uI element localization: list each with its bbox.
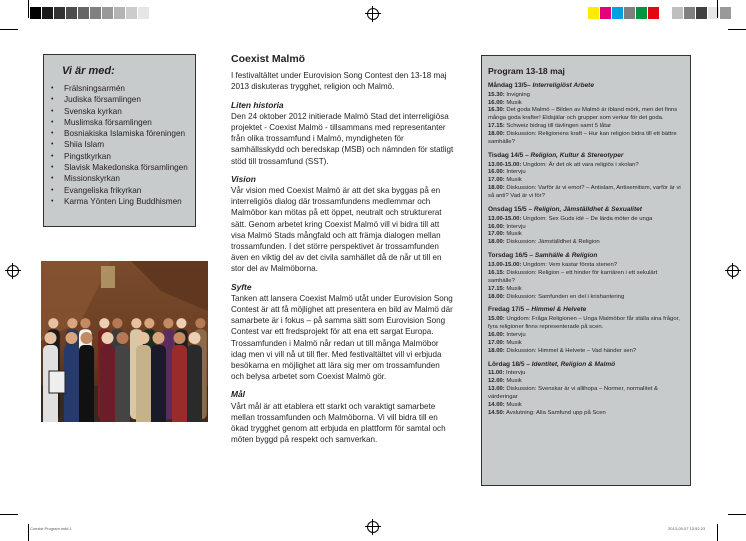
event-time: 17.00: <box>488 231 505 238</box>
event-text: Musik <box>504 285 522 292</box>
day-date: Torsdag 16/5 <box>488 252 528 260</box>
grayscale-color-bar <box>30 7 162 19</box>
member-item: • Bosniakiska Islamiska föreningen <box>64 128 195 139</box>
event-time: 16.15: <box>488 269 505 276</box>
event-time: 18.00: <box>488 131 505 138</box>
program-day <box>488 306 684 355</box>
color-swatch <box>696 7 708 19</box>
section-heading: Mål <box>231 389 245 400</box>
program-event <box>488 185 684 201</box>
event-time: 16.00: <box>488 331 505 338</box>
event-text: Invigning <box>504 91 530 98</box>
members-list <box>44 83 195 207</box>
program-event <box>488 386 684 402</box>
day-separator: – <box>523 151 531 159</box>
event-text: Musik <box>504 339 522 346</box>
color-swatch <box>138 7 150 19</box>
color-swatch <box>150 7 162 19</box>
color-swatch <box>30 7 42 19</box>
program-event <box>488 162 684 170</box>
event-time: 16.00: <box>488 99 505 106</box>
program-event <box>488 286 684 294</box>
member-item: • Svenska kyrkan <box>64 106 195 117</box>
event-time: 16.30: <box>488 107 505 114</box>
day-theme: Samhälle & Religion <box>534 252 598 260</box>
person-head <box>67 318 77 328</box>
day-separator: – <box>527 252 535 260</box>
color-swatch <box>720 7 732 19</box>
person-head <box>195 318 205 328</box>
member-item: • Judiska församlingen <box>64 94 195 105</box>
program-event <box>488 216 684 224</box>
program-day <box>488 252 684 301</box>
crop-mark <box>0 29 18 30</box>
day-theme: Religion, Kultur & Stereotyper <box>530 151 624 159</box>
event-time: 11.00: <box>488 370 505 377</box>
event-text: Diskussion: Samfunden en del i krishantering <box>504 293 625 300</box>
event-time: 18.00: <box>488 239 505 246</box>
crop-mark <box>28 524 29 541</box>
color-swatch <box>90 7 102 19</box>
event-text: Musik <box>504 378 522 385</box>
person-head <box>45 332 57 344</box>
program-event <box>488 224 684 232</box>
program-event <box>488 294 684 302</box>
section-heading: Vision <box>231 173 256 184</box>
section-text: Tanken att lansera Coexist Malmö utåt under Eurovision Song Contest är att få möjlighet att presentera en bild av Malmö där samarbete är i fokus – på samma sätt som Eurovision Song Contest var ett fredsprojekt för att ena ett sargat Europa. Trossamfunden i Malmö når redan ut till många Malmöbor idag men vi vill nå ut till fler. Med festivaltältet vill vi erbjuda besökarna en möjlighet att lära sig mer om trossamfunden och belysa arbetet som Coexist Malmö gör. <box>231 293 453 382</box>
day-theme: Religion, Jämställdhet & Sexualitet <box>533 206 642 214</box>
color-swatch <box>684 7 696 19</box>
registration-mark-left <box>7 265 19 277</box>
person-head <box>144 318 154 328</box>
person-head <box>112 318 122 328</box>
day-heading <box>488 206 684 215</box>
registration-mark-top <box>367 8 379 20</box>
event-text: Intervju <box>504 370 526 377</box>
color-swatch <box>636 7 648 19</box>
section-text: Vårt mål är att etablera ett starkt och varaktigt samarbete mellan trossamfunden och Malmöborna. Vi vill bidra till en ökad trygghet genom att erbjuda en plattform för samtal och möten byggd på respekt och samverkan. <box>231 401 446 445</box>
program-event <box>488 402 684 410</box>
event-time: 13.00: <box>488 385 505 392</box>
program-day <box>488 206 684 247</box>
event-text: Musik <box>504 231 522 238</box>
crop-mark <box>728 29 746 30</box>
program-event <box>488 348 684 356</box>
registration-mark-bottom <box>367 521 379 533</box>
program-event <box>488 107 684 123</box>
event-text: Ungdom: Sex Guds idé – De lärda möter de unga <box>521 215 653 222</box>
color-swatch <box>54 7 66 19</box>
registration-mark-right <box>727 265 739 277</box>
person-head <box>99 318 109 328</box>
color-swatch <box>102 7 114 19</box>
program-event <box>488 262 684 270</box>
event-text: Diskussion: Svenskar är vi allihopa – Normer, normalitet & värderingar <box>488 385 660 400</box>
day-theme: Identitet, Religion & Malmö <box>531 360 616 368</box>
color-swatch <box>66 7 78 19</box>
event-text: Musik <box>504 177 522 184</box>
event-text: Diskussion: Jämställdhet & Religion <box>504 239 600 246</box>
program-event <box>488 100 684 108</box>
day-separator: – <box>524 306 532 314</box>
color-swatch <box>42 7 54 19</box>
person-head <box>66 332 78 344</box>
event-time: 17.15: <box>488 285 505 292</box>
event-text: Avslutning: Alla Samfund upp på Scen <box>504 409 606 416</box>
event-text: Intervju <box>504 169 526 176</box>
day-heading <box>488 152 684 161</box>
event-text: Diskussion: Religionens kraft – Hur kan religion bidra till ett bättre samhälle? <box>488 131 679 146</box>
event-time: 18.00: <box>488 347 505 354</box>
person-body <box>187 345 202 422</box>
day-heading <box>488 306 684 315</box>
program-event <box>488 239 684 247</box>
program-event <box>488 332 684 340</box>
event-time: 17.00: <box>488 339 505 346</box>
day-date: Onsdag 15/5 <box>488 206 527 214</box>
person-head <box>189 332 201 344</box>
day-separator: – <box>527 82 533 89</box>
event-time: 13.00-15.00: <box>488 215 522 222</box>
person-body <box>64 345 79 422</box>
program-event <box>488 92 684 100</box>
person-head <box>102 332 114 344</box>
person-body <box>100 345 115 422</box>
article-column <box>231 54 455 446</box>
color-swatch <box>78 7 90 19</box>
crop-mark <box>728 514 746 515</box>
event-text: Musik <box>504 99 522 106</box>
slug-right: 2013-05-07 13:52:23 <box>668 526 706 531</box>
person-body <box>136 345 151 422</box>
day-theme: Himmel & Helvete <box>531 306 587 314</box>
color-swatch <box>600 7 612 19</box>
program-event <box>488 410 684 418</box>
color-swatch <box>126 7 138 19</box>
program-days <box>488 82 684 418</box>
event-text: Intervju <box>504 331 526 338</box>
person-head <box>138 332 150 344</box>
event-text: Diskussion: Religion – ett hinder för karriären i ett sekulärt samhälle? <box>488 269 659 284</box>
program-event <box>488 270 684 286</box>
crop-mark <box>717 0 718 18</box>
color-swatch <box>612 7 624 19</box>
program-event <box>488 370 684 378</box>
event-time: 14.00: <box>488 401 505 408</box>
section-heading: Syfte <box>231 281 252 292</box>
person-head <box>174 332 186 344</box>
article-sections <box>231 100 455 446</box>
crop-mark <box>28 0 29 18</box>
event-time: 13.00-15.00: <box>488 261 522 268</box>
event-time: 17.00: <box>488 177 505 184</box>
color-swatch <box>708 7 720 19</box>
color-swatch <box>660 7 672 19</box>
color-swatch <box>624 7 636 19</box>
event-text: Ungdom: Fråga Religionen – Unga Malmöbor får ställa sina frågor, fyra religioner finns representerade på scen. <box>488 316 682 330</box>
process-color-bar <box>588 7 732 19</box>
event-time: 16.00: <box>488 223 505 230</box>
member-item: • Pingstkyrkan <box>64 151 195 162</box>
member-item: • Frälsningsarmén <box>64 83 195 94</box>
program-event <box>488 177 684 185</box>
event-text: Det goda Malmö – Bilden av Malmö är ibland mörk, men det finns många goda krafter! Eldsjälar och grupper som verkar för det goda. <box>488 107 679 122</box>
event-time: 13.00-15.00: <box>488 161 522 168</box>
member-item: • Karma Yönten Ling Buddhismen <box>64 196 195 207</box>
program-event <box>488 316 684 332</box>
person-body <box>151 345 166 422</box>
day-date: Fredag 17/5 <box>488 306 525 314</box>
program-day <box>488 152 684 201</box>
program-event <box>488 340 684 348</box>
event-time: 15.30: <box>488 91 505 98</box>
event-text: Intervju <box>504 223 526 230</box>
person-head <box>81 332 93 344</box>
slug-left: Coexist Program.indd 1 <box>30 526 72 531</box>
person-head <box>80 318 90 328</box>
person-head <box>131 318 141 328</box>
color-swatch <box>672 7 684 19</box>
event-time: 18.00: <box>488 293 505 300</box>
crop-mark <box>717 524 718 541</box>
day-heading <box>488 252 684 261</box>
program-event <box>488 131 684 147</box>
person-head <box>117 332 129 344</box>
member-item: • Evangeliska frikyrkan <box>64 185 195 196</box>
event-time: 16.00: <box>488 169 505 176</box>
members-title: Vi är med: <box>62 65 115 77</box>
article-intro: I festivaltältet under Eurovision Song Contest den 13-18 maj 2013 diskuteras trygghet, religion och Malmö. <box>231 71 447 92</box>
article-title: Coexist Malmö <box>231 53 306 65</box>
group-photo <box>41 261 208 422</box>
program-event <box>488 169 684 177</box>
day-heading <box>488 82 684 91</box>
person-head <box>153 332 165 344</box>
person-head <box>176 318 186 328</box>
member-item: • Muslimska församlingen <box>64 117 195 128</box>
section-text: Vår vision med Coexist Malmö är att det ska byggas på en interreligiös dialog där trossamfundens medlemmar och Malmöbor kan mötas på ett öppet, neutralt och strukturerat sätt. Genom arbetet kring Coexist Malmö vill vi bidra till att visa Malmö Stads mångfald och att främja dialogen mellan trossamfunden. I det större perspektivet är trossamfunden även en viktig del av det civila samhället då de når ut till en stor del av Malmöborna. <box>231 186 442 274</box>
section-text: Den 24 oktober 2012 initierade Malmö Stad det interreligiösa projektet - Coexist Malmö - tillsammans med representanter från olika trossamfund i Malmö, myndigheten för samhällsskydd och beredskap (MSB) och nämnden för statligt stöd till trossamfund (SST). <box>231 111 454 166</box>
event-text: Schweiz bidrag till tävlingen samt 5 låtar <box>504 123 612 130</box>
event-text: Musik <box>504 401 522 408</box>
person-body <box>172 345 187 422</box>
program-box <box>481 55 691 486</box>
section-heading: Liten historia <box>231 99 284 110</box>
person-head <box>163 318 173 328</box>
program-event <box>488 378 684 386</box>
day-date: Lördag 18/5 <box>488 360 525 368</box>
program-event <box>488 231 684 239</box>
member-item: • Slavisk Makedonska församlingen <box>64 162 195 173</box>
crop-mark <box>0 514 18 515</box>
person-body <box>79 345 94 422</box>
program-title: Program 13-18 maj <box>488 66 565 76</box>
color-swatch <box>114 7 126 19</box>
person-body <box>115 345 130 422</box>
person-head <box>48 318 58 328</box>
day-date: Måndag 13/5 <box>488 82 528 89</box>
day-separator: – <box>526 206 534 214</box>
event-time: 15.00: <box>488 316 505 322</box>
day-theme: Interreligiöst Arbete <box>532 82 594 89</box>
color-swatch <box>648 7 660 19</box>
event-text: Diskussion: Varför är vi emot? – Antislam, Antisemitism, varför är vi så anti? Vad är vi för? <box>488 185 683 200</box>
day-separator: – <box>524 360 532 368</box>
event-time: 14.50: <box>488 409 505 416</box>
color-swatch <box>588 7 600 19</box>
event-time: 17.15: <box>488 123 505 130</box>
event-text: Ungdom: Är det ok att vara religiös i skolan? <box>521 161 639 168</box>
accordion <box>49 371 65 393</box>
day-heading <box>488 361 684 370</box>
program-day <box>488 82 684 147</box>
member-item: • Shiia Islam <box>64 139 195 150</box>
program-event <box>488 123 684 131</box>
program-day <box>488 361 684 418</box>
event-text: Ungdom: Vem kastar första stenen? <box>521 261 618 268</box>
event-time: 12.00: <box>488 378 505 385</box>
event-time: 18.00: <box>488 185 505 192</box>
members-box <box>43 54 196 227</box>
day-date: Tisdag 14/5 <box>488 151 524 159</box>
event-text: Diskussion: Himmel & Helvete – Vad händer sen? <box>504 347 637 354</box>
member-item: • Missionskyrkan <box>64 173 195 184</box>
